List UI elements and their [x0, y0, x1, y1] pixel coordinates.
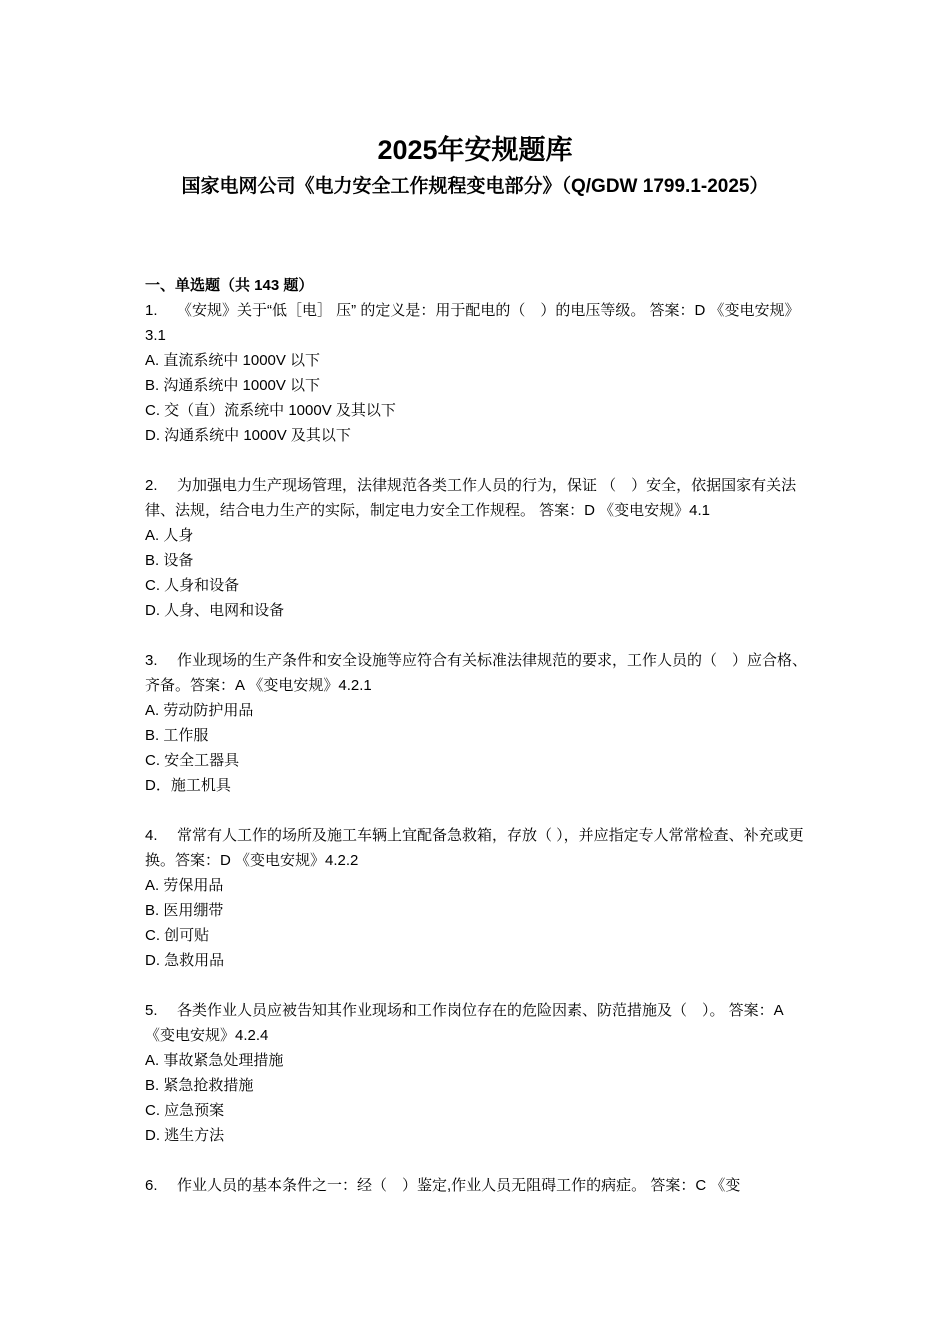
option-a: A. 事故紧急处理措施 — [145, 1052, 284, 1069]
question-3 — [145, 648, 815, 798]
question-1 — [145, 298, 815, 448]
option-c: C. 安全工器具 — [145, 752, 240, 769]
question-text: 各类作业人员应被告知其作业现场和工作岗位存在的危险因素、防范措施及（ ）。 答案：A 《变电安规》4.2.4 — [145, 1002, 783, 1044]
option-b: B. 医用绷带 — [145, 902, 224, 919]
option-b: B. 设备 — [145, 552, 194, 569]
option-c: C. 交（直）流系统中 1000V 及其以下 — [145, 402, 396, 419]
option-a: A. 直流系统中 1000V 以下 — [145, 352, 321, 369]
question-stem — [145, 823, 815, 873]
option-b: B. 紧急抢救措施 — [145, 1077, 254, 1094]
option-b: B. 工作服 — [145, 727, 209, 744]
option-d: D. 人身、电网和设备 — [145, 602, 285, 619]
question-stem — [145, 998, 815, 1048]
section-heading: 一、单选题（共 143 题） — [145, 277, 314, 294]
option-d: D. 逃生方法 — [145, 1127, 225, 1144]
question-number: 6. — [145, 1177, 158, 1194]
question-2 — [145, 473, 815, 623]
option-c: C. 创可贴 — [145, 927, 210, 944]
question-number: 1. — [145, 302, 158, 319]
question-number: 5. — [145, 1002, 158, 1019]
question-text: 作业人员的基本条件之一：经（ ）鉴定,作业人员无阻碍工作的病症。 答案：C 《变 — [177, 1177, 741, 1194]
question-stem — [145, 648, 815, 698]
question-stem — [145, 298, 815, 348]
option-a: A. 劳保用品 — [145, 877, 224, 894]
question-text: 为加强电力生产现场管理，法律规范各类工作人员的行为，保证 （ ）安全，依据国家有关法律、法规，结合电力生产的实际，制定电力安全工作规程。 答案：D 《变电安规》4.1 — [145, 477, 797, 519]
question-6 — [145, 1173, 815, 1198]
document-subtitle: 国家电网公司《电力安全工作规程变电部分》（Q/GDW 1799.1-2025） — [181, 176, 769, 197]
option-a: A. 人身 — [145, 527, 194, 544]
question-text: 《安规》关于“低［电］ 压” 的定义是：用于配电的（ ）的电压等级。 答案：D 《变电安规》3.1 — [145, 302, 800, 344]
question-text: 作业现场的生产条件和安全设施等应符合有关标准法律规范的要求，工作人员的（ ）应合格、齐备。答案：A 《变电安规》4.2.1 — [145, 652, 808, 694]
document-title: 2025年安规题库 — [377, 135, 573, 165]
option-c: C. 应急预案 — [145, 1102, 225, 1119]
option-d: D．施工机具 — [145, 777, 231, 794]
question-number: 3. — [145, 652, 158, 669]
question-number: 4. — [145, 827, 158, 844]
option-c: C. 人身和设备 — [145, 577, 240, 594]
question-stem — [145, 1173, 815, 1198]
question-text: 常常有人工作的场所及施工车辆上宜配备急救箱，存放（ ），并应指定专人常常检查、补充或更换。答案：D 《变电安规》4.2.2 — [145, 827, 804, 869]
question-number: 2. — [145, 477, 158, 494]
question-stem — [145, 473, 815, 523]
option-a: A. 劳动防护用品 — [145, 702, 254, 719]
option-d: D. 沟通系统中 1000V 及其以下 — [145, 427, 351, 444]
document-body — [145, 273, 815, 1223]
question-5 — [145, 998, 815, 1148]
option-d: D. 急救用品 — [145, 952, 225, 969]
question-4 — [145, 823, 815, 973]
option-b: B. 沟通系统中 1000V 以下 — [145, 377, 321, 394]
